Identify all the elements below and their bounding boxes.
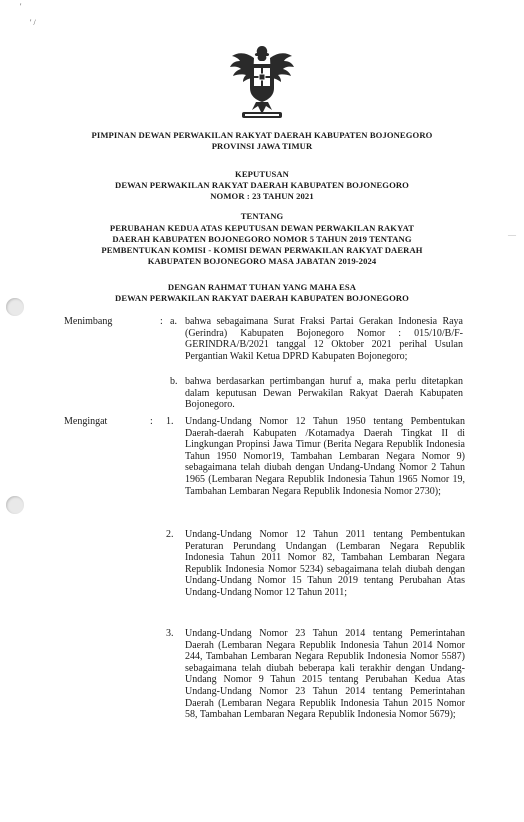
- menimbang-item: bahwa berdasarkan pertimbangan huruf a, maka perlu ditetapkan dalam keputusan Dewan Perwakilan Rakyat Daerah Kabupaten Bojonegoro.: [185, 376, 463, 411]
- decision-number: NOMOR : 23 TAHUN 2021: [210, 191, 314, 201]
- item-marker: b.: [170, 376, 178, 387]
- institution-title: PIMPINAN DEWAN PERWAKILAN RAKYAT DAERAH KABUPATEN BOJONEGORO: [91, 130, 433, 140]
- item-marker: 3.: [166, 628, 174, 639]
- item-marker: a.: [170, 316, 177, 327]
- margin-mark: ': [20, 2, 22, 11]
- subject-line: PEMBENTUKAN KOMISI - KOMISI DEWAN PERWAKILAN RAKYAT DAERAH: [101, 245, 423, 255]
- item-marker: 1.: [166, 416, 174, 427]
- preamble-line: DENGAN RAHMAT TUHAN YANG MAHA ESA: [167, 282, 357, 292]
- mengingat-item: Undang-Undang Nomor 12 Tahun 2011 tentang Pembentukan Peraturan Perundang Undangan (Lembaran Negara Republik Indonesia Tahun 2011 Nomor 82, Tambahan Lembaran Negara Republik Indonesia Nomor 5234) sebagaimana telah diubah dengan Undang-Undang Nomor 15 Tahun 2019 tentang Perubahan Atas Undang-Undang Nomor 12 Tahun 2011;: [185, 529, 465, 598]
- menimbang-item: bahwa sebagaimana Surat Fraksi Partai Gerakan Indonesia Raya (Gerindra) Kabupaten Bojonegoro Nomor : 015/10/B/F-GERINDRA/B/2021 tanggal 12 Oktober 2021 perihal Usulan Pergantian Wakil Ketua DPRD Kabupaten Bojonegoro;: [185, 316, 463, 362]
- subject-line: DAERAH KABUPATEN BOJONEGORO NOMOR 5 TAHUN 2019 TENTANG: [112, 234, 412, 244]
- mengingat-colon: :: [150, 416, 153, 427]
- menimbang-colon: :: [160, 316, 163, 327]
- subject-line: KABUPATEN BOJONEGORO MASA JABATAN 2019-2024: [147, 256, 377, 266]
- mengingat-item: Undang-Undang Nomor 12 Tahun 1950 tentang Pembentukan Daerah-daerah Kabupaten /Kotamadya Daerah Tingkat II di Lingkungan Propinsi Jawa Timur (Berita Negara Republik Indonesia Tahun 1950 Nomor19, Tambahan Lembaran Negara Nomor 9) sebagaimana telah diubah dengan Undang-Undang Nomor 2 Tahun 1965 (Lembaran Negara Republik Indonesia Tahun 1965 Nomor 19, Tambahan Lembaran Negara Republik Indonesia Nomor 2730);: [185, 416, 465, 497]
- margin-mark: —: [508, 230, 516, 239]
- province-title: PROVINSI JAWA TIMUR: [211, 141, 313, 151]
- margin-mark: ' /: [30, 18, 36, 27]
- preamble-line: DEWAN PERWAKILAN RAKYAT DAERAH KABUPATEN BOJONEGORO: [115, 293, 409, 303]
- decision-title: KEPUTUSAN: [235, 169, 289, 179]
- mengingat-label: Mengingat: [64, 416, 108, 427]
- subject-line: PERUBAHAN KEDUA ATAS KEPUTUSAN DEWAN PERWAKILAN RAKYAT: [109, 223, 415, 233]
- garuda-emblem-icon: [228, 44, 296, 120]
- subject-label: TENTANG: [240, 211, 284, 221]
- menimbang-label: Menimbang: [64, 316, 113, 327]
- punch-hole: [6, 298, 24, 316]
- punch-hole: [6, 496, 24, 514]
- mengingat-item: Undang-Undang Nomor 23 Tahun 2014 tentang Pemerintahan Daerah (Lembaran Negara Republik Indonesia Tahun 2014 Nomor 244, Tambahan Lembaran Negara Republik Indonesia Nomor 5587) sebagaimana telah diubah beberapa kali terakhir dengan Undang-Undang Nomor 9 Tahun 2015 tentang Perubahan Kedua Atas Undang-Undang Nomor 23 Tahun 2014 tentang Pemerintahan Daerah (Lembaran Negara Republik Indonesia Tahun 2015 Nomor 58, Tambahan Lembaran Negara Republik Indonesia Nomor 5679);: [185, 628, 465, 721]
- item-marker: 2.: [166, 529, 174, 540]
- decision-issuer: DEWAN PERWAKILAN RAKYAT DAERAH KABUPATEN BOJONEGORO: [115, 180, 409, 190]
